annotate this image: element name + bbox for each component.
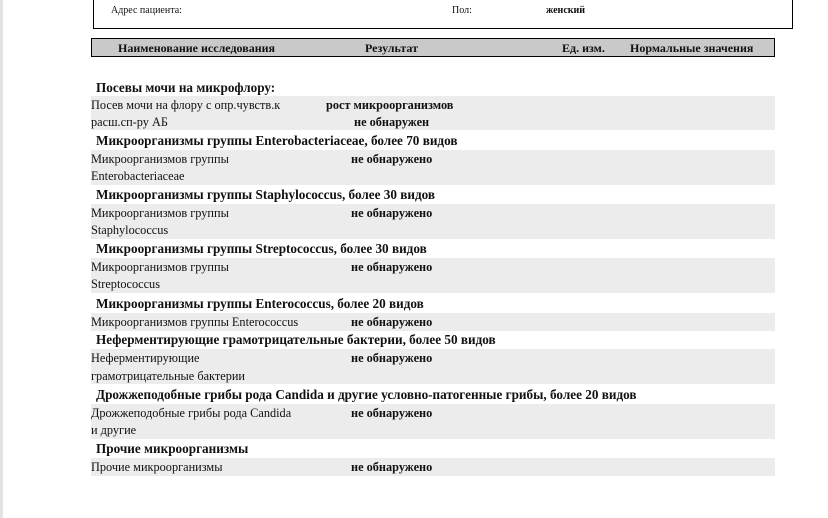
address-label: Адрес пациента: [111, 5, 182, 16]
row-name-line: Микроорганизмов группы [91, 260, 229, 274]
sex-value: женский [546, 5, 586, 16]
row-result-line: не обнаружено [351, 260, 433, 274]
row-name-line: Enterobacteriaceae [91, 169, 185, 183]
page-edge [0, 0, 3, 518]
section-title: Прочие микроорганизмы [96, 441, 249, 456]
section-title: Посевы мочи на микрофлору: [96, 80, 276, 95]
patient-info-box [93, 0, 793, 29]
section-title: Микроорганизмы группы Staphylococcus, более 30 видов [96, 187, 436, 202]
row-result-line: не обнаружено [351, 406, 433, 420]
row-result-line: не обнаружено [351, 460, 433, 474]
section-title: Микроорганизмы группы Streptococcus, более 30 видов [96, 241, 427, 256]
row-name-line: Микроорганизмов группы [91, 152, 229, 166]
sex-label: Пол: [452, 5, 472, 16]
header-normal: Нормальные значения [630, 41, 754, 55]
section-title: Неферментирующие грамотрицательные бактерии, более 50 видов [96, 332, 496, 347]
table-header [91, 38, 775, 57]
row-name-line: Посев мочи на флору с опр.чувств.к [91, 98, 281, 112]
row-name-line: и другие [91, 423, 137, 437]
row-result-line: не обнаружено [351, 351, 433, 365]
header-name: Наименование исследования [118, 41, 276, 55]
section-title: Дрожжеподобные грибы рода Candida и другие условно-патогенные грибы, более 20 видов [96, 387, 637, 402]
row-name-line: Дрожжеподобные грибы рода Candida [91, 406, 292, 420]
row-name-line: Streptococcus [91, 277, 160, 291]
row-name-line: Неферментирующие [91, 351, 200, 365]
row-result-line: не обнаружено [351, 152, 433, 166]
row-result-line: не обнаружен [354, 115, 430, 129]
row-name-line: расш.сп-ру АБ [91, 115, 168, 129]
row-name-line: Staphylococcus [91, 223, 169, 237]
header-result: Результат [365, 41, 419, 55]
row-result-line: рост микроорганизмов [326, 98, 454, 112]
section-title: Микроорганизмы группы Enterococcus, более 20 видов [96, 296, 424, 311]
header-unit: Ед. изм. [562, 41, 605, 55]
row-name-line: грамотрицательные бактерии [91, 369, 246, 383]
row-result-line: не обнаружено [351, 315, 433, 329]
row-result-line: не обнаружено [351, 206, 433, 220]
section-title: Микроорганизмы группы Enterobacteriaceae, более 70 видов [96, 133, 458, 148]
row-name-line: Микроорганизмов группы [91, 206, 229, 220]
row-name-line: Прочие микроорганизмы [91, 460, 223, 474]
row-name-line: Микроорганизмов группы Enterococcus [91, 315, 299, 329]
